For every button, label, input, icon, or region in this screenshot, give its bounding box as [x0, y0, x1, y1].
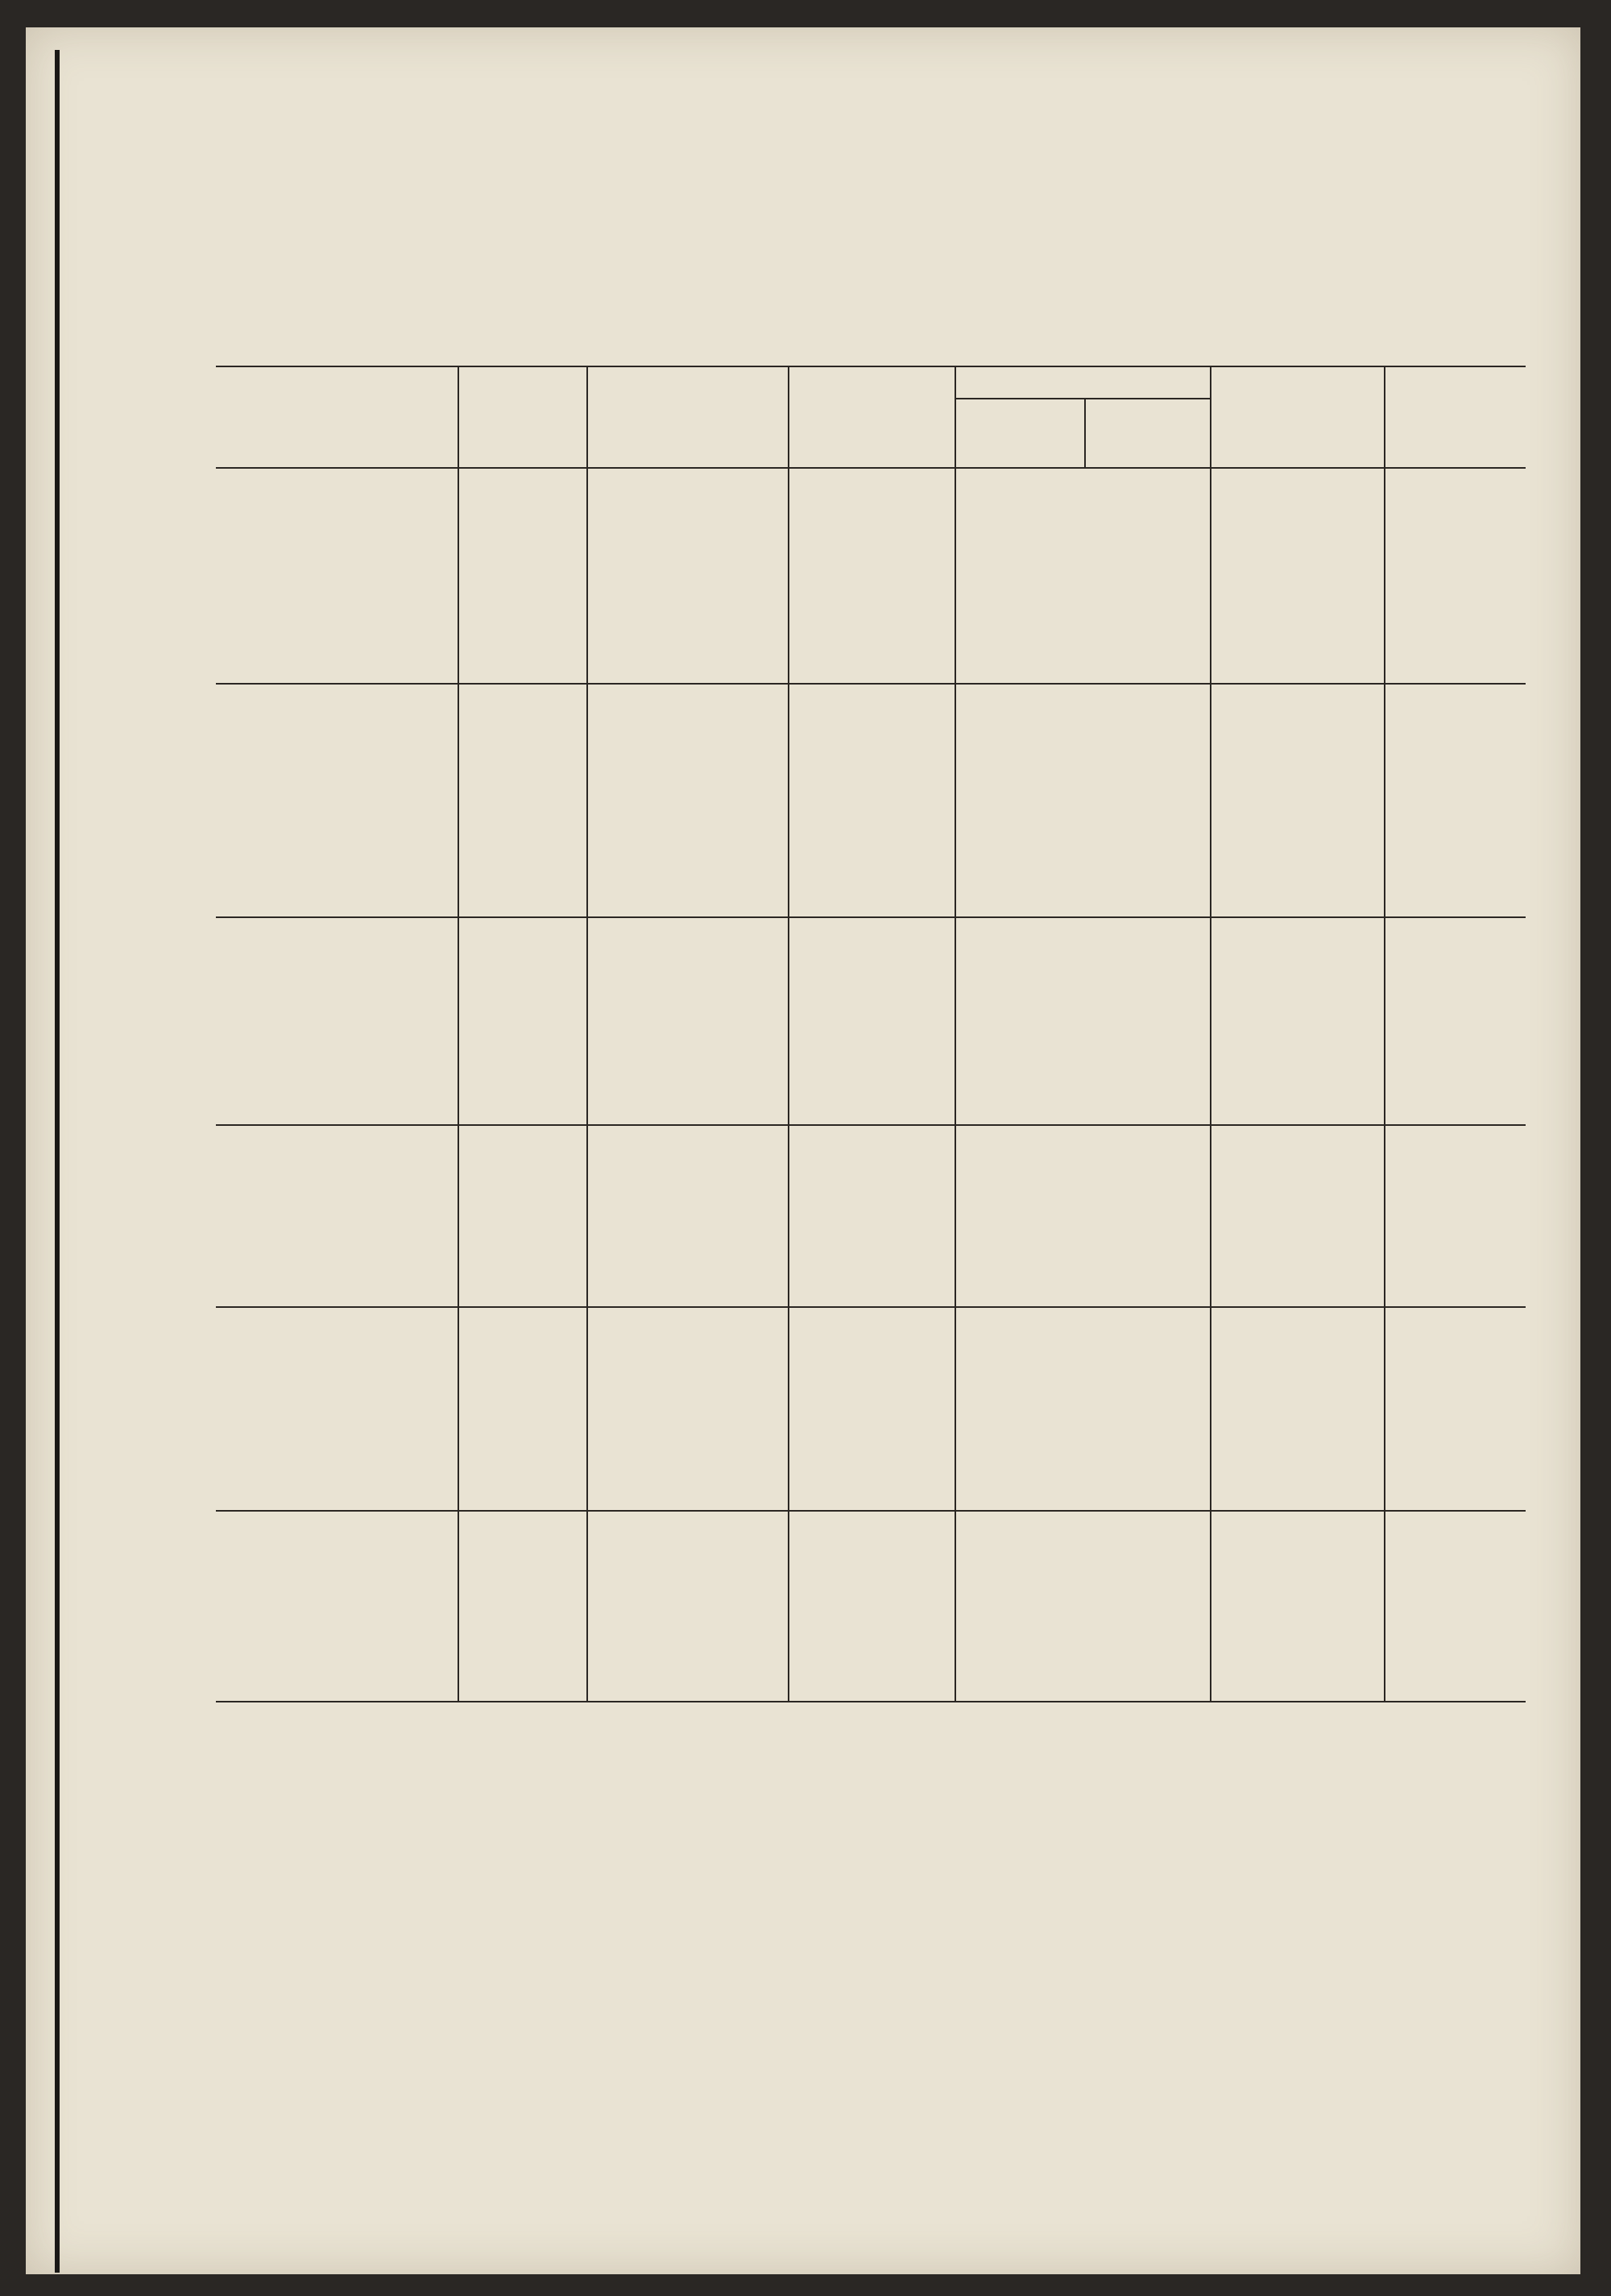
- table-rule-sub: [955, 398, 1210, 399]
- column-divider: [458, 366, 459, 1701]
- column-divider: [955, 366, 956, 1701]
- column-divider: [1384, 366, 1385, 1701]
- column-divider: [1084, 398, 1086, 467]
- table-rule: [216, 467, 1526, 469]
- table-rule: [216, 683, 1526, 685]
- table-rule: [216, 366, 1526, 367]
- column-divider: [586, 366, 588, 1701]
- table-rule: [216, 1306, 1526, 1308]
- scanned-page: [26, 27, 1580, 2274]
- table-rule: [216, 1510, 1526, 1512]
- table-rule: [216, 1701, 1526, 1702]
- column-divider: [788, 366, 789, 1701]
- table-rule: [216, 1124, 1526, 1126]
- table-rule: [216, 916, 1526, 918]
- column-divider: [1210, 366, 1211, 1701]
- binding-edge: [55, 50, 60, 2273]
